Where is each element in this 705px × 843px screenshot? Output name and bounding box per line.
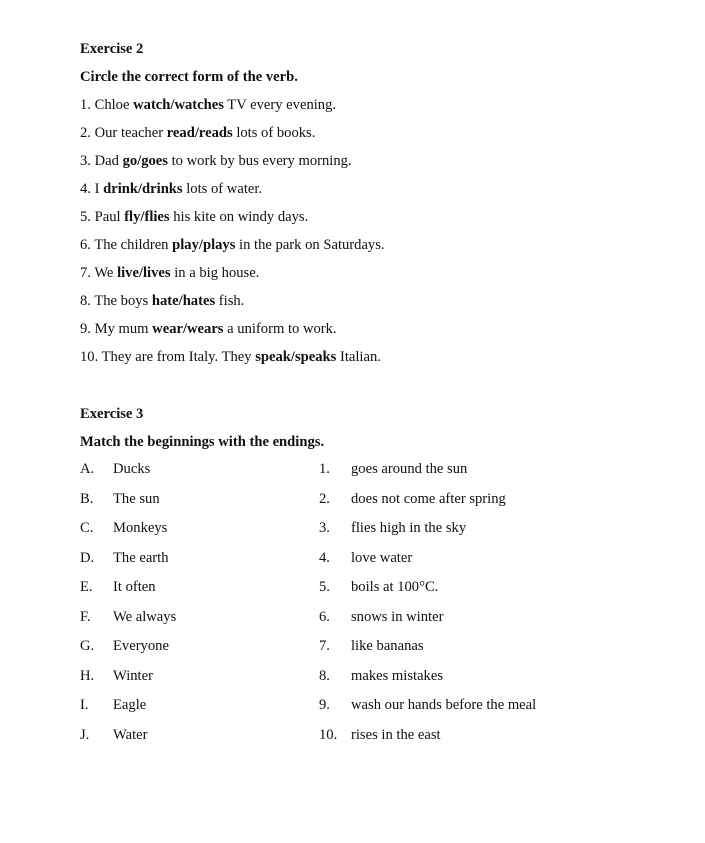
ending-number: 1.: [319, 461, 330, 477]
beginning-text[interactable]: Water: [113, 727, 148, 743]
beginning-letter: C.: [80, 520, 94, 536]
beginning-text[interactable]: It often: [113, 579, 156, 595]
beginning-text[interactable]: The earth: [113, 550, 169, 566]
beginning-letter: D.: [80, 550, 95, 566]
beginning-text[interactable]: The sun: [113, 491, 160, 507]
exercise-2-item: 9. My mum wear/wears a uniform to work.: [80, 321, 337, 337]
ending-number: 5.: [319, 579, 330, 595]
exercise-2-item: 4. I drink/drinks lots of water.: [80, 181, 263, 197]
match-row: [0, 489, 705, 509]
ending-text[interactable]: does not come after spring: [351, 491, 506, 507]
verb-choice[interactable]: play/plays: [172, 237, 236, 253]
match-row: [0, 548, 705, 568]
exercise-2-item: 6. The children play/plays in the park on Saturdays.: [80, 237, 385, 253]
ending-text[interactable]: love water: [351, 550, 413, 566]
ending-number: 4.: [319, 550, 330, 566]
ending-number: 8.: [319, 668, 330, 684]
ending-number: 9.: [319, 697, 330, 713]
beginning-letter: J.: [80, 727, 90, 743]
verb-choice[interactable]: read/reads: [166, 125, 233, 141]
beginning-letter: A.: [80, 461, 95, 477]
exercise-2-item: 10. They are from Italy. They speak/speaks Italian.: [80, 349, 381, 365]
beginning-letter: E.: [80, 579, 93, 595]
match-row: [0, 607, 705, 627]
verb-choice[interactable]: hate/hates: [151, 293, 216, 309]
beginning-text[interactable]: Ducks: [113, 461, 151, 477]
ending-number: 6.: [319, 609, 330, 625]
beginning-text[interactable]: Winter: [113, 668, 153, 684]
beginning-text[interactable]: Eagle: [113, 697, 147, 713]
ending-text[interactable]: like bananas: [351, 638, 424, 654]
match-row: [0, 695, 705, 715]
verb-choice[interactable]: go/goes: [122, 153, 168, 169]
match-row: [0, 636, 705, 656]
verb-choice[interactable]: watch/watches: [133, 97, 224, 113]
exercise-2-item: 5. Paul fly/flies his kite on windy days.: [80, 209, 309, 225]
exercise-2-item: 8. The boys hate/hates fish.: [80, 293, 245, 309]
beginning-letter: H.: [80, 668, 95, 684]
ending-text[interactable]: flies high in the sky: [351, 520, 467, 536]
match-row: [0, 518, 705, 538]
verb-choice[interactable]: live/lives: [117, 265, 171, 281]
beginning-text[interactable]: We always: [113, 609, 177, 625]
match-row: [0, 725, 705, 745]
match-row: [0, 459, 705, 479]
beginning-letter: B.: [80, 491, 94, 507]
verb-choice[interactable]: fly/flies: [124, 209, 170, 225]
beginning-text[interactable]: Everyone: [113, 638, 169, 654]
match-row: [0, 577, 705, 597]
verb-choice[interactable]: wear/wears: [152, 321, 224, 337]
ending-text[interactable]: makes mistakes: [351, 668, 444, 684]
ending-text[interactable]: wash our hands before the meal: [351, 697, 537, 713]
exercise-2-item: 1. Chloe watch/watches TV every evening.: [80, 97, 337, 113]
ending-text[interactable]: snows in winter: [351, 609, 444, 625]
exercise-3-title: Exercise 3: [80, 406, 144, 422]
exercise-3-instruction: Match the beginnings with the endings.: [80, 434, 325, 450]
exercise-2-instruction: Circle the correct form of the verb.: [80, 69, 298, 85]
exercise-2-title: Exercise 2: [80, 41, 144, 57]
beginning-letter: F.: [80, 609, 91, 625]
ending-text[interactable]: rises in the east: [351, 727, 441, 743]
beginning-letter: I.: [80, 697, 89, 713]
ending-number: 10.: [319, 727, 338, 743]
ending-number: 7.: [319, 638, 330, 654]
exercise-2-item: 2. Our teacher read/reads lots of books.: [80, 125, 316, 141]
ending-number: 3.: [319, 520, 330, 536]
beginning-letter: G.: [80, 638, 95, 654]
match-row: [0, 666, 705, 686]
exercise-2-item: 7. We live/lives in a big house.: [80, 265, 260, 281]
exercise-2-item: 3. Dad go/goes to work by bus every morning.: [80, 153, 352, 169]
ending-text[interactable]: boils at 100°C.: [351, 579, 439, 595]
verb-choice[interactable]: drink/drinks: [103, 181, 183, 197]
ending-text[interactable]: goes around the sun: [351, 461, 468, 477]
beginning-text[interactable]: Monkeys: [113, 520, 168, 536]
verb-choice[interactable]: speak/speaks: [255, 349, 337, 365]
ending-number: 2.: [319, 491, 330, 507]
